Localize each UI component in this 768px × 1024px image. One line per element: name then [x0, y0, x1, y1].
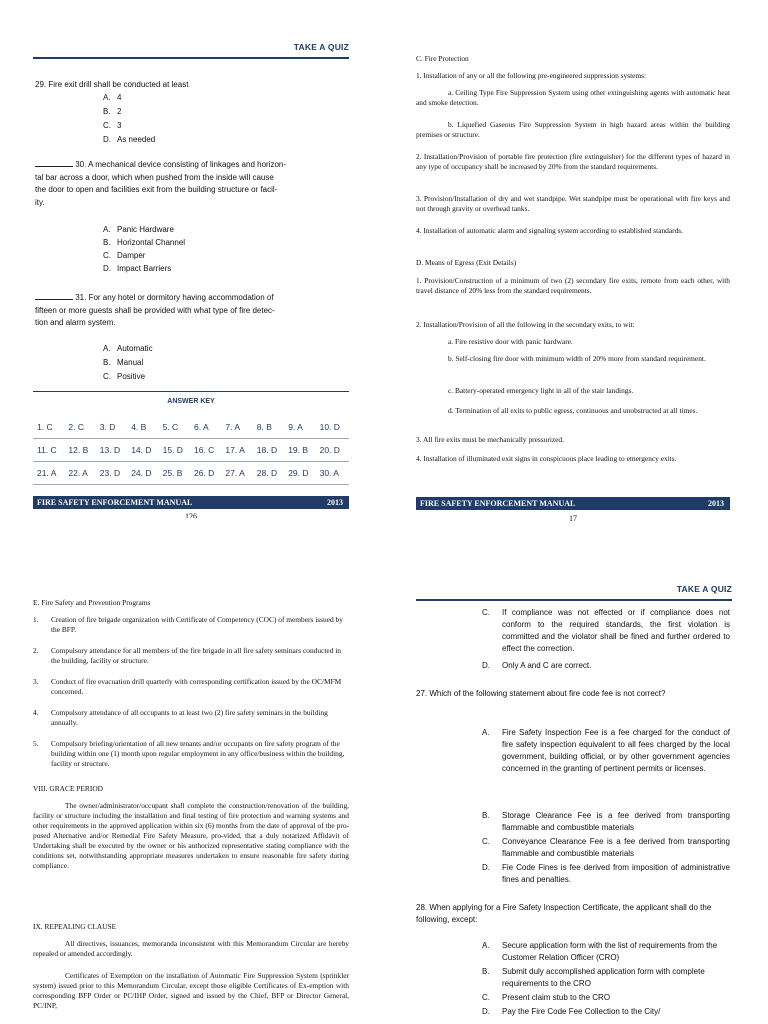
section-d-title: D. Means of Egress (Exit Details)	[416, 258, 517, 267]
q28-option-a: A. Secure application form with the list of requirements from the Customer Relation Officer (CRO)	[482, 941, 718, 962]
answer-key-cell: 29. D	[288, 468, 309, 478]
d-item-4: 4. Installation of illuminated exit signs in conspicuous place leading to emergency exits.	[416, 454, 677, 463]
footer-title: FIRE SAFETY ENFORCEMENT MANUAL	[37, 498, 193, 507]
answer-key-cell: 16. C	[194, 445, 215, 455]
page-quiz-126	[33, 38, 349, 518]
footer-year: 2013	[708, 499, 724, 508]
q30-option-b: B. Horizontal Channel	[103, 238, 186, 247]
q27-option-c: C. Conveyance Clearance Fee is a fee derived from transporting flammable and combustible materials	[482, 837, 730, 858]
answer-key-cell: 13. D	[99, 445, 121, 455]
e-item-1: 1. Creation of fire brigade organization with Certificate of Competency (COC) of members issued by the BFP.	[33, 615, 343, 634]
d-item-3: 3. All fire exits must be mechanically pressurized.	[416, 435, 564, 444]
footer-title: FIRE SAFETY ENFORCEMENT MANUAL	[420, 499, 576, 508]
e-item-5: 5. Compulsory briefing/orientation of all new tenants and/or occupants on fire safety program of the building within one (1) month upon regular employment in any office/business within the building, facility or structure.	[33, 739, 345, 768]
q30-option-c: C. Damper	[103, 251, 146, 260]
e-item-2: 2. Compulsory attendance for all members of the fire brigade in all fire safety seminars conducted in the building, facility or structure.	[33, 646, 341, 665]
answer-key-cell: 21. A	[37, 468, 57, 478]
q29-option-a: A. 4	[103, 93, 122, 102]
option-c: C. If compliance was not effected or if compliance does not conform to the required standards, the first violation is committed and the violator shall be fined and further ordered to effect the correction.	[482, 608, 730, 653]
answer-key-cell: 26. D	[194, 468, 215, 478]
option-d: D. Only A and C are correct.	[482, 661, 592, 670]
q27-option-a: A. Fire Safety Inspection Fee is a fee charged for the conduct of fire safety inspection equivalent to all fees charged by the local government, building official, or by other government agencies concerned in the granting of pertinent permits or licenses.	[482, 728, 730, 773]
d-item-2: 2. Installation/Provision of all the following in the secondary exits, to wit:	[416, 320, 635, 329]
q29-option-d: D. As needed	[103, 135, 156, 144]
question-27: 27. Which of the following statement about fire code fee is not correct?	[416, 689, 666, 698]
q30-option-a: A. Panic Hardware	[103, 225, 174, 234]
answer-key-cell: 18. D	[256, 445, 278, 455]
question-30: 30. A mechanical device consisting of linkages and horizon- tal bar across a door, which when pushed from the inside will cause the door to open and facilities exit from the building structure or facil- ity.	[35, 160, 287, 207]
question-29: 29. Fire exit drill shall be conducted at least	[35, 80, 189, 89]
c-item-3: 3. Provision/Installation of dry and wet standpipe. Wet standpipe must be operational with fire keys and not through gravity or overhead tanks.	[416, 194, 730, 213]
q31-option-a: A. Automatic	[103, 344, 153, 353]
header-rule	[416, 599, 732, 601]
answer-blank	[35, 291, 73, 300]
answer-key-cell: 2. C	[68, 422, 84, 432]
c-item-4: 4. Installation of automatic alarm and signaling system according to established standards.	[416, 226, 684, 235]
d-item-2d: d. Termination of all exits to public egress, continuous and unobstructed at all times.	[448, 406, 698, 415]
c-item-2: 2. Installation/Provision of portable fire protection (fire extinguisher) for the different types of hazard in any type of occupancy shall be increased by 20% from the standard requirements.	[416, 152, 730, 171]
answer-key-cell: 20. D	[319, 445, 340, 455]
answer-key-title: ANSWER KEY	[167, 398, 215, 405]
answer-key-cell: 27. A	[225, 468, 245, 478]
answer-key-cell: 14. D	[131, 445, 152, 455]
answer-key-row	[33, 418, 349, 439]
repealing-text-1: All directives, issuances, memoranda inconsistent with this Memorandum Circular are hereby repealed or amended accordingly.	[33, 939, 349, 958]
d-item-1: 1. Provision/Construction of a minimum of two (2) secondary fire exits, remote from each other, with travel distance of 20% less from the standard requirements.	[416, 276, 730, 295]
answer-key-cell: 22. A	[68, 468, 88, 478]
d-item-2b: b. Self-closing fire door with minimum width of 20% more from standard requirement.	[448, 354, 706, 363]
answer-key-cell: 17. A	[225, 445, 245, 455]
page-quiz-fee	[416, 580, 732, 1024]
e-item-3: 3. Conduct of fire evacuation drill quarterly with corresponding certification issued by the OC/MFM concerned.	[33, 677, 342, 696]
q28-option-b: B. Submit duly accomplished application form with complete requirements to the CRO	[482, 967, 705, 988]
page-manual-17	[416, 52, 730, 527]
section-e-title: E. Fire Safety and Prevention Programs	[33, 598, 151, 607]
d-item-2a: a. Fire resistive door with panic hardware.	[448, 337, 573, 346]
answer-key-cell: 10. D	[319, 422, 340, 432]
repealing-text-2: Certificates of Exemption on the installation of Automatic Fire Suppression System (sprinkler system) issued prior to this Memorandum Circular, except those eligible Certificates of Ex-emption with corresponding BFP Order or PC/IHP Order, signed and issued by the Chief, BFP or Director General, PC/INP,	[33, 971, 349, 1010]
answer-key-rule	[33, 391, 349, 392]
c-item-1: 1. Installation of any or all the following pre-engineered suppression systems:	[416, 71, 647, 80]
answer-key-cell: 6. A	[194, 422, 209, 432]
section-c-title: C. Fire Protection	[416, 54, 469, 63]
answer-key-cell: 15. D	[162, 445, 183, 455]
answer-key-cell: 4. B	[131, 422, 147, 432]
section-viii-title: VIII. GRACE PERIOD	[33, 784, 104, 793]
question-28: 28. When applying for a Fire Safety Inspection Certificate, the applicant shall do the following, except:	[416, 903, 712, 924]
c-item-1a: a. Ceiling Type Fire Suppression System using other extinguishing agents with automatic heat and smoke detection.	[416, 88, 730, 107]
answer-key-cell: 11. C	[37, 445, 57, 455]
answer-key-cell: 19. B	[288, 445, 309, 455]
footer-bar	[416, 497, 730, 510]
answer-key-cell: 9. A	[288, 422, 303, 432]
q30-option-d: D. Impact Barriers	[103, 264, 172, 273]
answer-blank	[35, 158, 73, 167]
d-item-2c: c. Battery-operated emergency light in all of the stair landings.	[448, 386, 634, 395]
answer-key-cell: 8. B	[256, 422, 272, 432]
answer-key-cell: 28. D	[256, 468, 278, 478]
answer-key-row	[33, 464, 349, 485]
answer-key-cell: 3. D	[99, 422, 116, 432]
page-number: 17	[569, 514, 577, 523]
page-number: 126	[185, 512, 197, 518]
q28-option-c: C. Present claim stub to the CRO	[482, 993, 611, 1002]
answer-key-cell: 12. B	[68, 445, 89, 455]
q28-option-d: D. Pay the Fire Code Fee Collection to the City/	[482, 1007, 661, 1016]
question-31: 31. For any hotel or dormitory having accommodation of fifteen or more guests shall be provided with what type of fire detec- tion and alarm system.	[35, 293, 275, 327]
page-manual-programs	[33, 594, 349, 1024]
q29-option-c: C. 3	[103, 121, 122, 130]
quiz-header: TAKE A QUIZ	[676, 584, 732, 594]
answer-key-cell: 24. D	[131, 468, 152, 478]
c-item-1b: b. Liquefied Gaseous Fire Suppression System in high hazard areas within the building premises or structure.	[416, 120, 730, 139]
footer-year: 2013	[327, 498, 343, 507]
header-rule	[33, 57, 349, 59]
q29-option-b: B. 2	[103, 107, 122, 116]
q27-option-b: B. Storage Clearance Fee is a fee derived from transporting flammable and combustible materials	[482, 811, 730, 832]
answer-key-cell: 25. B	[162, 468, 183, 478]
e-item-4: 4. Compulsory attendance of all occupants to at least two (2) fire safety seminars in the building annually.	[33, 708, 328, 727]
answer-key-row	[33, 441, 349, 462]
section-ix-title: IX. REPEALING CLAUSE	[33, 922, 117, 931]
q27-option-d: D. Fie Code Fines is fee derived from imposition of administrative fines and penalties.	[482, 863, 730, 884]
grace-period-text: The owner/administrator/occupant shall complete the construction/renovation of the building, facility or structure including the installation and final testing of fire protection and warning systems and other requirements in the approved application within six (6) months from the date of approval of the pro-posed Alternative and/or Remedial Fire Safety Measure, pro-vided, that a duly notarized Affidavit of Undertaking shall be executed by the owner or his authorized representative stating compliance with the conditions set, notwithstanding appropriate measures undertaken to ensure reasonable fire safety during compliance.	[33, 801, 349, 870]
q31-option-c: C. Positive	[103, 372, 146, 381]
answer-key-cell: 7. A	[225, 422, 241, 432]
answer-key-cell: 5. C	[162, 422, 179, 432]
q31-option-b: B. Manual	[103, 358, 144, 367]
footer-bar	[33, 496, 349, 509]
answer-key-cell: 1. C	[37, 422, 53, 432]
quiz-header: TAKE A QUIZ	[293, 42, 349, 52]
answer-key-cell: 30. A	[319, 468, 339, 478]
answer-key-cell: 23. D	[99, 468, 121, 478]
